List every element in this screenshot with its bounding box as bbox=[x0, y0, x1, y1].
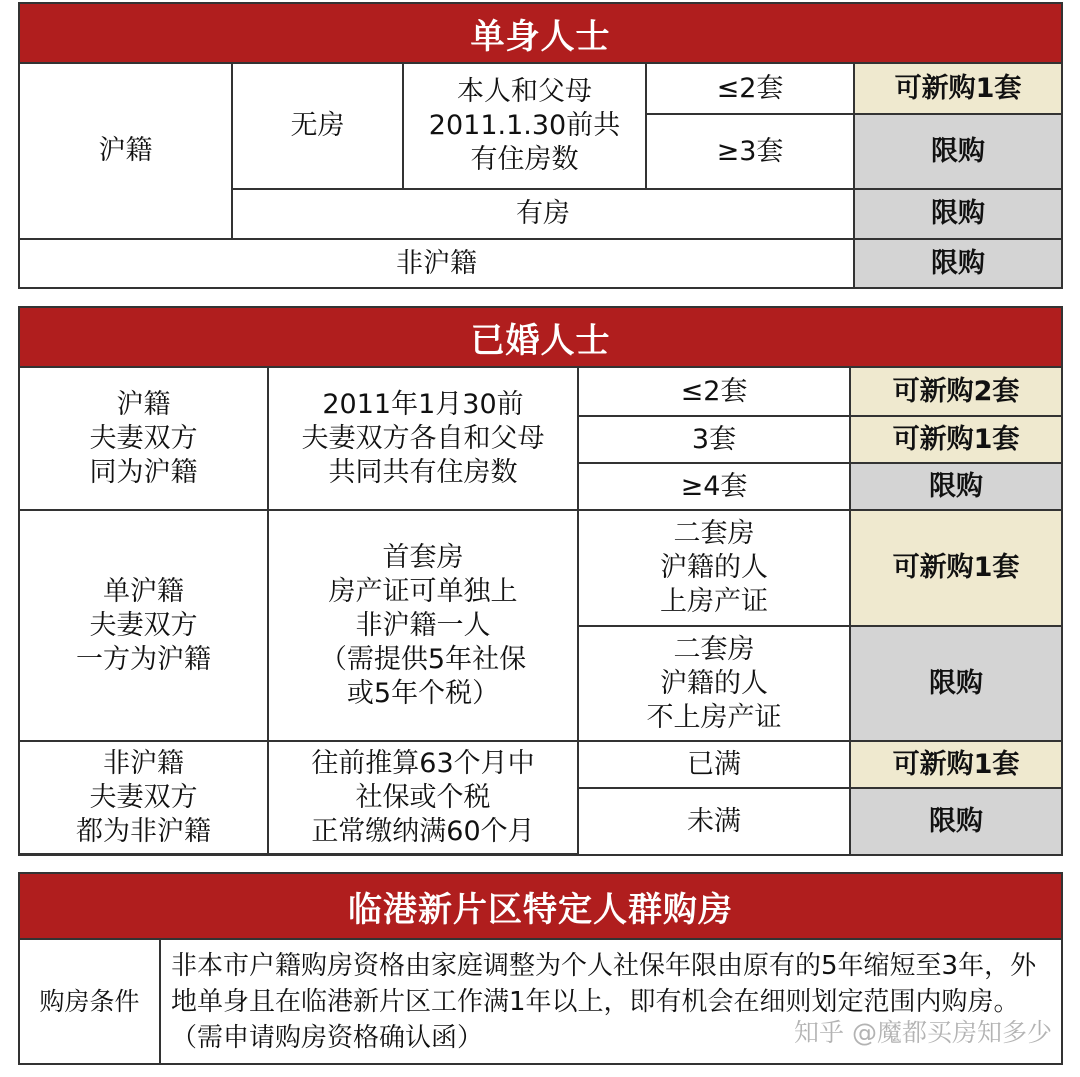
married-restricted: 限购 bbox=[850, 463, 1061, 510]
married-none-hu: 非沪籍 夫妻双方 都为非沪籍 bbox=[20, 741, 268, 854]
married-table bbox=[20, 368, 1061, 855]
single-le2: ≤2套 bbox=[646, 64, 854, 114]
married-second-off: 二套房 沪籍的人 不上房产证 bbox=[578, 626, 850, 741]
married-both-hu: 沪籍 夫妻双方 同为沪籍 bbox=[20, 368, 268, 510]
married-restricted-2: 限购 bbox=[850, 626, 1061, 741]
married-both-count: 2011年1月30前 夫妻双方各自和父母 共同共有住房数 bbox=[268, 368, 578, 510]
single-ge3: ≥3套 bbox=[646, 114, 854, 189]
single-section bbox=[18, 2, 1063, 289]
married-ge4: ≥4套 bbox=[578, 463, 850, 510]
lingang-title: 临港新片区特定人群购房 bbox=[20, 874, 1061, 940]
single-restricted-3: 限购 bbox=[854, 239, 1061, 287]
married-can-buy-1: 可新购1套 bbox=[850, 416, 1061, 463]
single-can-buy-1: 可新购1套 bbox=[854, 64, 1061, 114]
married-not-full: 未满 bbox=[578, 788, 850, 854]
lingang-text: 非本市户籍购房资格由家庭调整为个人社保年限由原有的5年缩短至3年，外地单身且在临港新片区工作满1年以上，即有机会在细则划定范围内购房。（需申请购房资格确认函） bbox=[160, 940, 1061, 1063]
single-restricted-2: 限购 bbox=[854, 189, 1061, 239]
watermark: 知乎 @魔都买房知多少 bbox=[794, 1018, 1052, 1047]
married-restricted-3: 限购 bbox=[850, 788, 1061, 854]
married-can-buy-2: 可新购2套 bbox=[850, 368, 1061, 416]
married-one-hu: 单沪籍 夫妻双方 一方为沪籍 bbox=[20, 510, 268, 741]
single-has-house: 有房 bbox=[232, 189, 854, 239]
married-title: 已婚人士 bbox=[20, 308, 1061, 368]
single-non-hu-ji: 非沪籍 bbox=[20, 239, 854, 287]
married-le2: ≤2套 bbox=[578, 368, 850, 416]
married-full: 已满 bbox=[578, 741, 850, 788]
single-table bbox=[20, 64, 1061, 287]
single-hu-ji: 沪籍 bbox=[20, 64, 232, 239]
single-restricted: 限购 bbox=[854, 114, 1061, 189]
married-social: 往前推算63个月中 社保或个税 正常缴纳满60个月 bbox=[268, 741, 578, 854]
married-second-on: 二套房 沪籍的人 上房产证 bbox=[578, 510, 850, 626]
married-can-buy-1c: 可新购1套 bbox=[850, 741, 1061, 788]
single-no-house: 无房 bbox=[232, 64, 403, 189]
married-three: 3套 bbox=[578, 416, 850, 463]
lingang-label: 购房条件 bbox=[20, 940, 160, 1063]
married-can-buy-1b: 可新购1套 bbox=[850, 510, 1061, 626]
married-first-home: 首套房 房产证可单独上 非沪籍一人 （需提供5年社保 或5年个税） bbox=[268, 510, 578, 741]
married-section bbox=[18, 306, 1063, 856]
single-title: 单身人士 bbox=[20, 4, 1061, 64]
single-joint-count: 本人和父母 2011.1.30前共 有住房数 bbox=[403, 64, 646, 189]
